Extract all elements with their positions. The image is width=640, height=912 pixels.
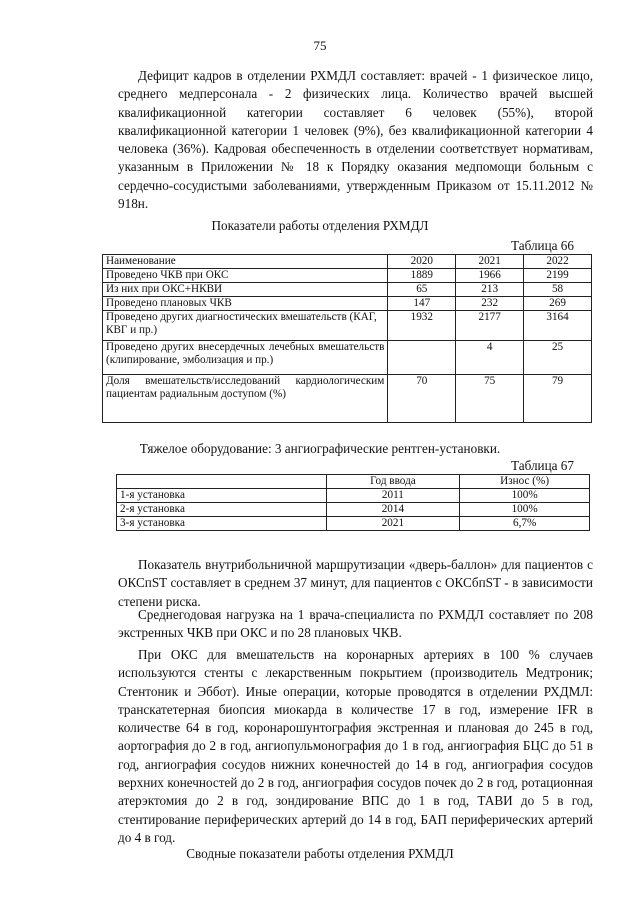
staffing-paragraph: Дефицит кадров в отделении РХМДЛ составляет: врачей - 1 физическое лицо, среднего медперсонала - 2 физических лица. Количество врачей высшей квалификационной категории составляет 6 человек (55%), второй квалификационной категории 1 человек (9%), без квалификационной категории 4 человека (36%). Кадровая обеспеченность в отделении соответствует нормативам, указанным в Приложении № 18 к Порядку оказания медпомощи больным с сердечно-сосудистыми заболеваниями, утвержденным Приказом от 15.11.2012 № 918н. — [118, 68, 593, 212]
cell-wear: 100% — [460, 489, 590, 503]
table-header-row — [103, 255, 592, 269]
table-row — [103, 341, 592, 375]
row-label: Проведено других диагностических вмешательств (КАГ, КВГ и пр.) — [103, 311, 388, 341]
header-cell: 2020 — [388, 255, 456, 269]
table67 — [116, 474, 590, 531]
cell-2020 — [388, 341, 456, 375]
table-row — [103, 283, 592, 297]
cell-2021: 75 — [456, 375, 524, 423]
cell-2022: 2199 — [524, 269, 592, 283]
cell-2022: 58 — [524, 283, 592, 297]
cell-wear: 100% — [460, 503, 590, 517]
row-label: Проведено ЧКВ при ОКС — [103, 269, 388, 283]
cell-2020: 1889 — [388, 269, 456, 283]
cell-2021: 1966 — [456, 269, 524, 283]
table-header-row — [117, 475, 590, 489]
row-label: 1-я установка — [117, 489, 327, 503]
row-label: Из них при ОКС+НКВИ — [103, 283, 388, 297]
cell-2020: 65 — [388, 283, 456, 297]
row-label: Доля вмешательств/исследований кардиологическим пациентам радиальным доступом (%) — [103, 375, 388, 423]
table66 — [102, 254, 592, 423]
table66-label: Таблица 66 — [511, 238, 574, 253]
cell-2022: 25 — [524, 341, 592, 375]
cell-year: 2014 — [326, 503, 460, 517]
cell-2020: 70 — [388, 375, 456, 423]
row-label: Проведено плановых ЧКВ — [103, 297, 388, 311]
row-label: 3-я установка — [117, 517, 327, 531]
header-cell — [117, 475, 327, 489]
table66-title: Показатели работы отделения РХМДЛ — [211, 218, 429, 233]
cell-2020: 147 — [388, 297, 456, 311]
equipment-line: Тяжелое оборудование: 3 ангиографические рентген-установки. — [139, 441, 501, 456]
header-cell: Год ввода — [326, 475, 460, 489]
cell-2021: 2177 — [456, 311, 524, 341]
table67-label: Таблица 67 — [511, 458, 574, 473]
cell-2022: 269 — [524, 297, 592, 311]
cell-2021: 232 — [456, 297, 524, 311]
table-row — [117, 517, 590, 531]
table-row — [117, 503, 590, 517]
header-cell: 2021 — [456, 255, 524, 269]
workload-paragraph: Среднегодовая нагрузка на 1 врача-специалиста по РХМДЛ составляет по 208 экстренных ЧКВ при ОКС и по 28 плановых ЧКВ. — [118, 607, 593, 641]
cell-wear: 6,7% — [460, 517, 590, 531]
row-label: Проведено других внесердечных лечебных вмешательств (клипирование, эмболизация и пр.) — [103, 341, 388, 375]
header-cell: Износ (%) — [460, 475, 590, 489]
cell-year: 2021 — [326, 517, 460, 531]
table-row — [103, 269, 592, 283]
cell-2022: 3164 — [524, 311, 592, 341]
cell-2022: 79 — [524, 375, 592, 423]
table-row — [103, 311, 592, 341]
cell-year: 2011 — [326, 489, 460, 503]
row-label: 2-я установка — [117, 503, 327, 517]
table-row — [103, 375, 592, 423]
table-row — [117, 489, 590, 503]
routing-paragraph: Показатель внутрибольничной маршрутизации «дверь-баллон» для пациентов с ОКСпST составляет в среднем 37 минут, для пациентов с ОКСбпST - в зависимости степени риска. — [118, 557, 593, 609]
header-cell: Наименование — [103, 255, 388, 269]
table-row — [103, 297, 592, 311]
cell-2020: 1932 — [388, 311, 456, 341]
cell-2021: 213 — [456, 283, 524, 297]
header-cell: 2022 — [524, 255, 592, 269]
page-number: 75 — [313, 38, 327, 53]
operations-paragraph: При ОКС для вмешательств на коронарных артериях в 100 % случаев используются стенты с лекарственным покрытием (производитель Медтроник; Стентоник и Эббот). Иные операции, которые проводятся в отделении РХДМЛ: транскатетерная биопсия миокарда в количестве 17 в год, измерение IFR в количестве 64 в год, коронарошунтография экстренная и плановая до 245 в год, аортография до 2 в год, ангиопульмонография до 1 в год, ангиография БЦС до 51 в год, ангиография сосудов нижних конечностей до 14 в год, ангиография сосудов верхних конечностей до 2 в год, ангиография сосудов почек до 2 в год, ротационная атерэктомия до 2 в год, зондирование ВПС до 1 в год, ТАВИ до 5 в год, стентирование периферических артерий до 14 в год, БАП периферических артерий до 4 в год. — [118, 647, 593, 845]
cell-2021: 4 — [456, 341, 524, 375]
bottom-heading: Сводные показатели работы отделения РХМДЛ — [186, 846, 454, 861]
